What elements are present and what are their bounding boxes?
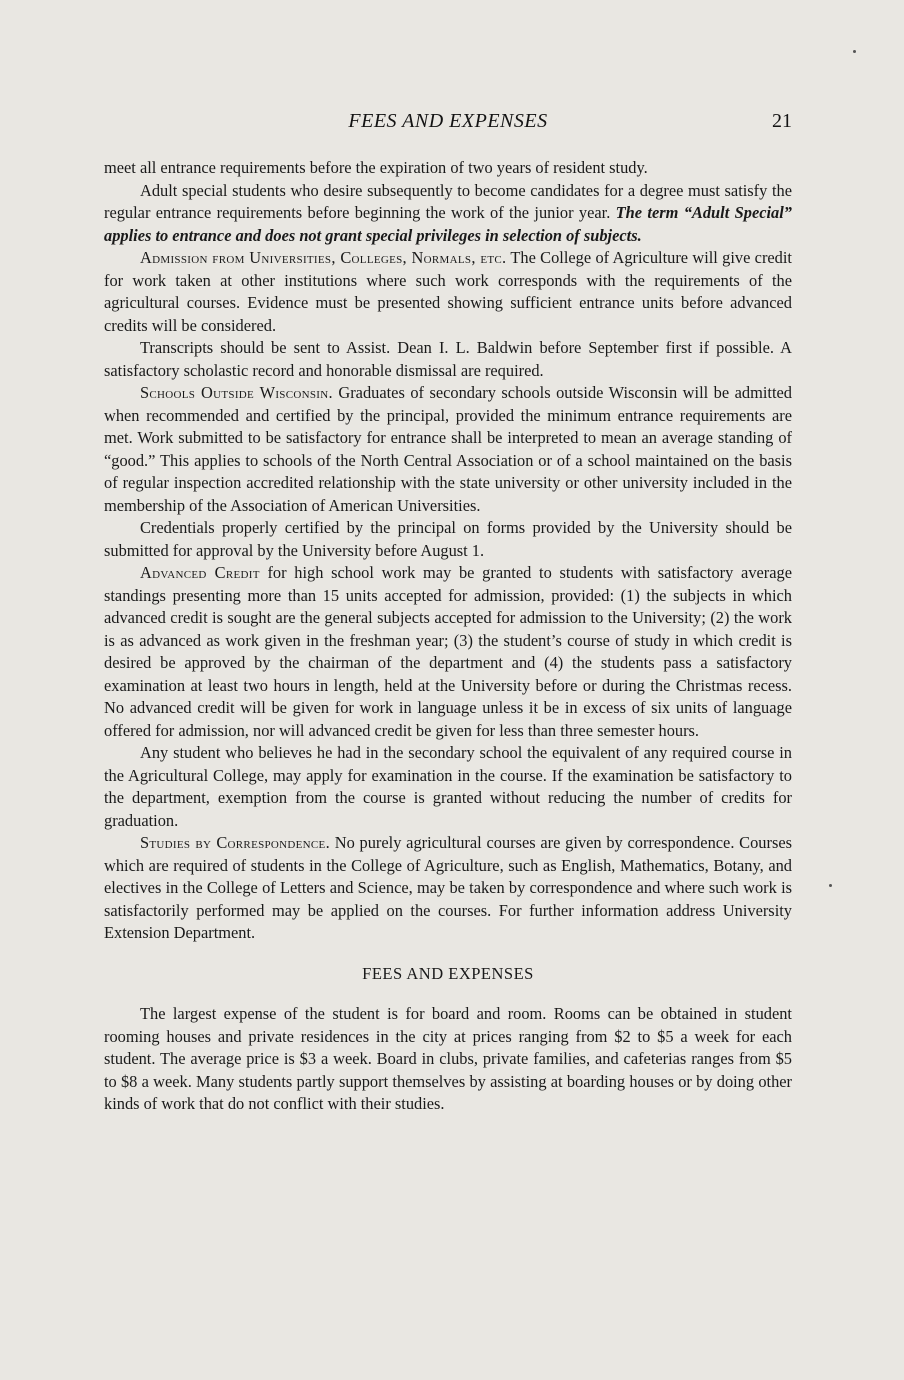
paragraph-text: The College of Agriculture will give credit for work taken at other institutions where such work corresponds with the requirements of the agricultural courses. Evidence must be presented showing sufficient entrance units before advanced credits will be considered. bbox=[104, 248, 792, 335]
run-in-heading: Studies by Correspondence. bbox=[140, 833, 330, 852]
paragraph-text: No purely agricultural courses are given by correspondence. Courses which are required of students in the College of Agriculture, such as English, Mathematics, Botany, and electives in the College of Letters and Science, may be taken by correspondence and where such work is satisfactorily performed may be applied on the courses. For further information address University Extension Department. bbox=[104, 833, 792, 942]
paragraph-text: Graduates of secondary schools outside Wisconsin will be admitted when recommended and certified by the principal, provided the minimum entrance requirements are met. Work submitted to be satisfactory for entrance shall be interpreted to mean an average standing of “good.” This applies to schools of the North Central Association or of a school maintained on the basis of regular inspection accredited relationship with the state university or other university included in the membership of the Association of American Universities. bbox=[104, 383, 792, 515]
speck-mark bbox=[853, 50, 856, 53]
paragraph bbox=[104, 247, 792, 337]
paragraph: Credentials properly certified by the principal on forms provided by the University should be submitted for approval by the University before August 1. bbox=[104, 518, 792, 560]
running-header-title: FEES AND EXPENSES bbox=[348, 110, 548, 132]
paragraph: Transcripts should be sent to Assist. Dean I. L. Baldwin before September first if possible. A satisfactory scholastic record and honorable dismissal are required. bbox=[104, 338, 792, 380]
paragraph bbox=[104, 382, 792, 517]
running-header bbox=[104, 110, 792, 136]
run-in-heading: Advanced Credit bbox=[140, 563, 260, 582]
emphasis-text: The term “Adult Special” applies to entrance and does not grant special privileges in selection of subjects. bbox=[104, 203, 792, 245]
paragraph: Any student who believes he had in the secondary school the equivalent of any required course in the Agricultural College, may apply for examination in the course. If the examination be satisfactory to the department, exemption from the course is granted without reducing the number of credits for graduation. bbox=[104, 743, 792, 830]
paragraph: The largest expense of the student is for board and room. Rooms can be obtained in student rooming houses and private residences in the city at prices ranging from $2 to $5 a week for each student. The average price is $3 a week. Board in clubs, private families, and cafeterias ranges from $5 to $8 a week. Many students partly support themselves by assisting at boarding houses or by doing other kinds of work that do not conflict with their studies. bbox=[104, 1004, 792, 1113]
paragraph: meet all entrance requirements before the expiration of two years of resident study. bbox=[104, 158, 648, 177]
section-heading: FEES AND EXPENSES bbox=[362, 963, 534, 983]
paragraph bbox=[104, 180, 792, 248]
run-in-heading: Admission from Universities, Colleges, Normals, etc. bbox=[140, 248, 507, 267]
page-number: 21 bbox=[772, 110, 792, 132]
run-in-heading: Schools Outside Wisconsin. bbox=[140, 383, 333, 402]
paragraph-text: Adult special students who desire subsequently to become candidates for a degree must satisfy the regular entrance requirements before beginning the work of the junior year. bbox=[104, 180, 792, 222]
paragraph bbox=[104, 562, 792, 742]
speck-mark bbox=[829, 884, 832, 887]
body-text bbox=[104, 157, 792, 1116]
paragraph-text: for high school work may be granted to students with satisfactory average standings presenting more than 15 units accepted for admission, provided: (1) the subjects in which advanced credit is sought are the general subjects accepted for admission to the University; (2) the work is as advanced as work given in the freshman year; (3) the student’s course of study in which credit is desired be approved by the chairman of the department and (4) the students pass a satisfactory examination at least two hours in length, held at the University before or during the Christmas recess. No advanced credit will be given for work in language unless it be in excess of six units of language offered for admission, nor will advanced credit be given for less than three semester hours. bbox=[104, 563, 793, 740]
paragraph bbox=[104, 832, 792, 945]
